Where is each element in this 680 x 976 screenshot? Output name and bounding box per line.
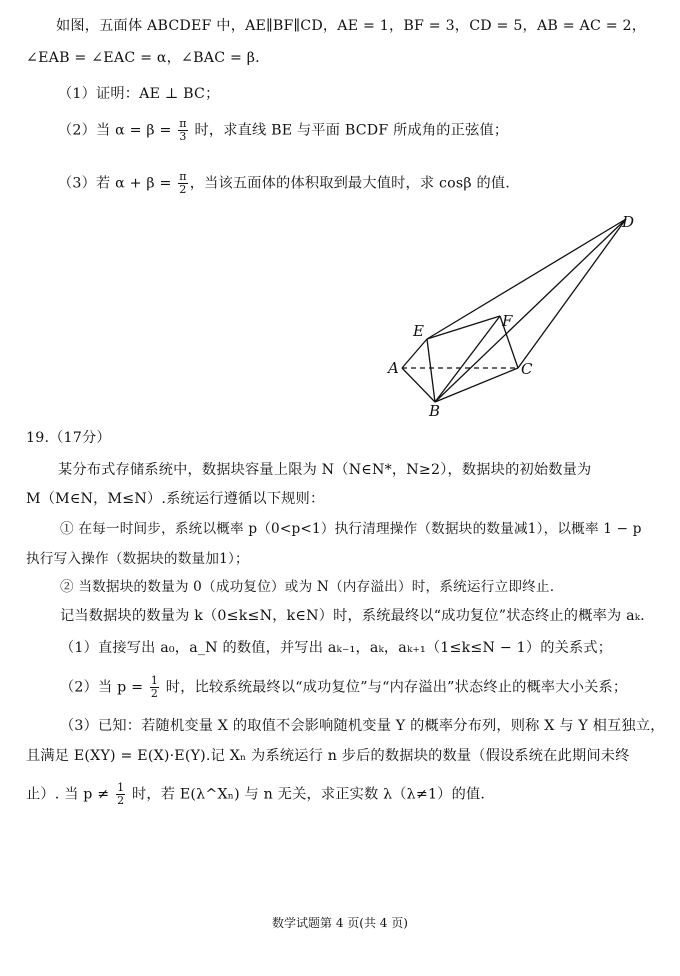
- fraction-numerator: 1: [150, 674, 159, 687]
- q19-part-2-fraction: [150, 675, 159, 700]
- q19-part-3-line-3: [26, 782, 485, 807]
- q19-intro-line-2: M（M∈N，M≤N）.系统运行遵循以下规则：: [26, 491, 325, 507]
- q18-part-2: [58, 118, 508, 143]
- q19-part-3-prefix: 止）. 当 p ≠: [26, 786, 115, 803]
- edge-EF: [427, 316, 500, 339]
- label-F: F: [502, 312, 513, 330]
- page-footer: 数学试题第 4 页(共 4 页): [272, 916, 408, 930]
- q18-intro-line-1: 如图，五面体 ABCDEF 中，AE∥BF∥CD，AE = 1，BF = 3，CD = 5，AB = AC = 2，: [56, 18, 647, 34]
- q18-part-3: [58, 171, 510, 196]
- q19-part-2: [60, 675, 627, 700]
- edge-CD: [518, 219, 626, 368]
- fraction-numerator: π: [179, 170, 187, 183]
- fraction-numerator: 1: [117, 781, 125, 794]
- q19-part-1: （1）直接写出 a₀，a_N 的数值，并写出 aₖ₋₁，aₖ，aₖ₊₁（1≤k≤N − 1）的关系式；: [60, 640, 613, 656]
- fraction-denominator: 3: [179, 130, 187, 143]
- edge-EB: [427, 339, 435, 402]
- fraction-denominator: 2: [179, 183, 187, 196]
- q19-part-3-fraction: [116, 782, 125, 807]
- q18-part-2-prefix: （2）当 α = β =: [58, 122, 177, 139]
- q18-part-3-suffix: ，当该五面体的体积取到最大值时，求 cosβ 的值.: [189, 175, 510, 192]
- q19-part-3-suffix: 时，若 E(λ^Xₙ) 与 n 无关，求正实数 λ（λ≠1）的值.: [127, 786, 486, 803]
- q19-definition: 记当数据块的数量为 k（0≤k≤N，k∈N）时，系统最终以“成功复位”状态终止的概率为 aₖ.: [60, 608, 645, 624]
- q18-part-1: （1）证明：AE ⊥ BC；: [58, 86, 220, 102]
- label-C: C: [521, 360, 533, 378]
- label-A: A: [388, 359, 399, 377]
- label-D: D: [622, 213, 635, 231]
- q18-intro-line-2: ∠EAB = ∠EAC = α，∠BAC = β.: [26, 50, 260, 66]
- fraction-numerator: π: [179, 117, 187, 130]
- q19-heading: 19.（17分）: [26, 430, 111, 446]
- pentahedron-figure: [380, 205, 660, 420]
- label-E: E: [413, 322, 424, 340]
- edge-AB: [402, 368, 435, 402]
- edge-EA: [402, 339, 427, 368]
- q18-part-3-prefix: （3）若 α + β =: [58, 175, 177, 192]
- q19-intro-line-1: 某分布式存储系统中，数据块容量上限为 N（N∈N*，N≥2），数据块的初始数量为: [58, 462, 592, 478]
- edge-ED: [427, 219, 626, 339]
- q19-rule-2: ② 当数据块的数量为 0（成功复位）或为 N（内存溢出）时，系统运行立即终止.: [60, 579, 555, 595]
- q19-rule-1-line-1: ① 在每一时间步，系统以概率 p（0<p<1）执行清理操作（数据块的数量减1），以概率 1 − p: [60, 521, 642, 537]
- q19-part-2-suffix: 时，比较系统最终以“成功复位”与“内存溢出”状态终止的概率大小关系；: [161, 679, 628, 696]
- q19-part-3-line-1: （3）已知：若随机变量 X 的取值不会影响随机变量 Y 的概率分布列，则称 X 与 Y 相互独立，: [60, 718, 665, 734]
- label-B: B: [429, 402, 441, 420]
- fraction-denominator: 2: [117, 794, 125, 807]
- q18-part-3-fraction: [178, 171, 187, 196]
- q19-part-3-line-2: 且满足 E(XY) = E(X)·E(Y).记 Xₙ 为系统运行 n 步后的数据块的数量（假设系统在此期间未终: [26, 748, 630, 764]
- q18-part-2-fraction: [178, 118, 187, 143]
- q19-rule-1-line-2: 执行写入操作（数据块的数量加1）；: [26, 551, 249, 567]
- q19-part-2-prefix: （2）当 p =: [60, 679, 148, 696]
- fraction-denominator: 2: [150, 687, 159, 700]
- q18-part-2-suffix: 时，求直线 BE 与平面 BCDF 所成角的正弦值；: [189, 122, 509, 139]
